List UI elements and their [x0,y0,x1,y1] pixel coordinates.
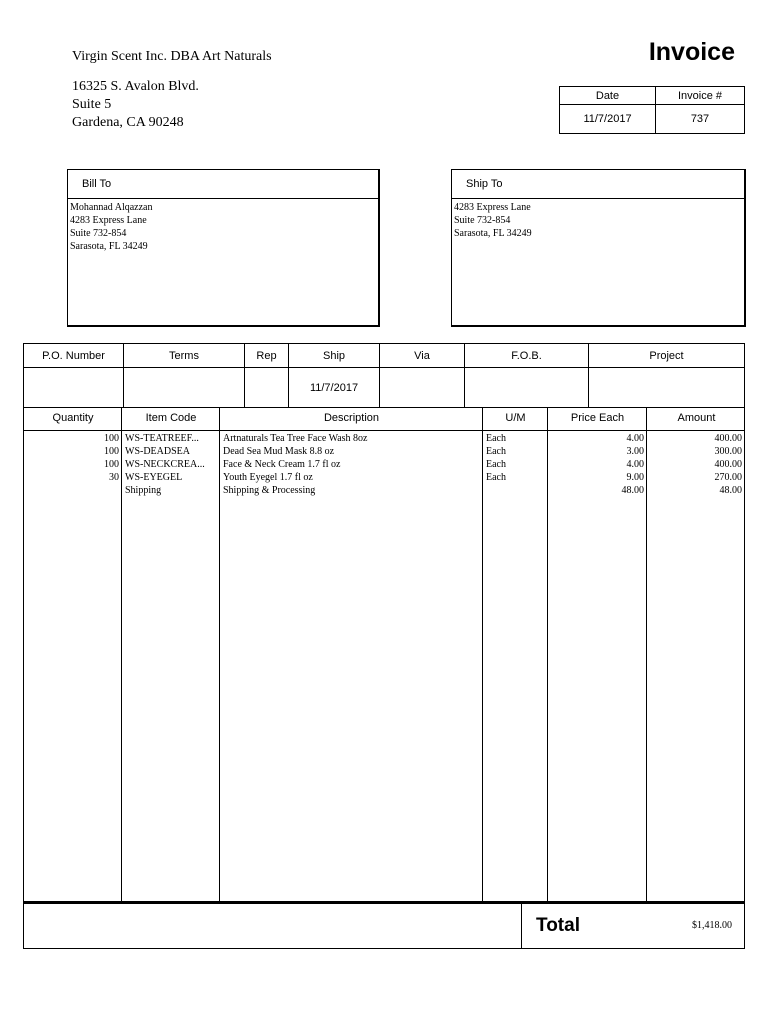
ship-to-line: 4283 Express Lane [454,202,531,213]
line-item-row [24,432,744,445]
date-header: Date [560,87,656,105]
company-address [72,78,199,132]
bill-to-line: Mohannad Alqazzan [70,202,153,213]
total-divider [521,904,522,948]
invoice-number-header: Invoice # [656,87,745,105]
item-price: 3.00 [626,446,644,457]
via-header: Via [380,344,465,368]
item-description: Dead Sea Mud Mask 8.8 oz [223,446,335,457]
item-quantity: 30 [109,472,119,483]
item-amount: 48.00 [719,485,742,496]
invoice-number: 737 [656,105,745,134]
um-header: U/M [505,412,526,424]
item-amount: 400.00 [714,459,742,470]
ship-to-box [451,169,746,327]
invoice-date: 11/7/2017 [560,105,656,134]
item-quantity: 100 [104,459,119,470]
company-name: Virgin Scent Inc. DBA Art Naturals [72,49,272,64]
item-code: WS-EYEGEL [125,472,183,483]
item-amount: 300.00 [714,446,742,457]
ship-to-address [452,199,744,242]
order-info-table [23,343,745,408]
ship-header: Ship [289,344,380,368]
po-number-value [24,368,124,408]
rep-value [245,368,289,408]
fob-value [465,368,589,408]
item-code: Shipping [125,485,162,496]
bill-to-address [68,199,378,255]
line-items-table [23,407,745,902]
company-address-line: 16325 S. Avalon Blvd. [72,79,199,94]
line-item-row [24,458,744,471]
item-um: Each [486,472,506,483]
item-price: 9.00 [626,472,644,483]
item-amount: 400.00 [714,433,742,444]
company-address-line: Suite 5 [72,97,112,112]
item-description: Youth Eyegel 1.7 fl oz [223,472,313,483]
item-price: 48.00 [621,485,644,496]
rep-header: Rep [245,344,289,368]
description-header: Description [323,412,380,424]
item-code: WS-NECKCREA... [125,459,205,470]
total-box [23,902,745,949]
line-item-row [24,445,744,458]
bill-to-line: 4283 Express Lane [70,215,147,226]
item-description: Artnaturals Tea Tree Face Wash 8oz [223,433,368,444]
bill-to-line: Suite 732-854 [70,228,127,239]
ship-to-label: Ship To [452,170,744,199]
item-um: Each [486,459,506,470]
item-description: Shipping & Processing [223,485,316,496]
ship-to-line: Sarasota, FL 34249 [454,228,532,239]
item-price: 4.00 [626,459,644,470]
item-quantity: 100 [104,446,119,457]
total-label: Total [536,915,580,936]
item-price: 4.00 [626,433,644,444]
item-um: Each [486,446,506,457]
bill-to-label: Bill To [68,170,378,199]
project-header: Project [589,344,745,368]
price-each-header: Price Each [570,412,625,424]
item-amount: 270.00 [714,472,742,483]
invoice-meta-table [559,86,745,134]
item-um: Each [486,433,506,444]
bill-to-line: Sarasota, FL 34249 [70,241,148,252]
line-item-row [24,471,744,484]
item-description: Face & Neck Cream 1.7 fl oz [223,459,341,470]
po-number-header: P.O. Number [24,344,124,368]
amount-header: Amount [677,412,716,424]
fob-header: F.O.B. [465,344,589,368]
bill-to-box [67,169,380,327]
quantity-header: Quantity [52,412,94,424]
terms-header: Terms [124,344,245,368]
document-title: Invoice [648,38,735,66]
ship-value: 11/7/2017 [289,368,380,408]
total-amount: $1,418.00 [692,920,732,931]
item-code-header: Item Code [145,412,197,424]
item-quantity: 100 [104,433,119,444]
line-items-header [24,407,744,431]
via-value [380,368,465,408]
ship-to-line: Suite 732-854 [454,215,511,226]
item-code: WS-DEADSEA [125,446,190,457]
terms-value [124,368,245,408]
item-code: WS-TEATREEF... [125,433,199,444]
company-address-line: Gardena, CA 90248 [72,115,184,130]
line-item-row [24,484,744,497]
project-value [589,368,745,408]
